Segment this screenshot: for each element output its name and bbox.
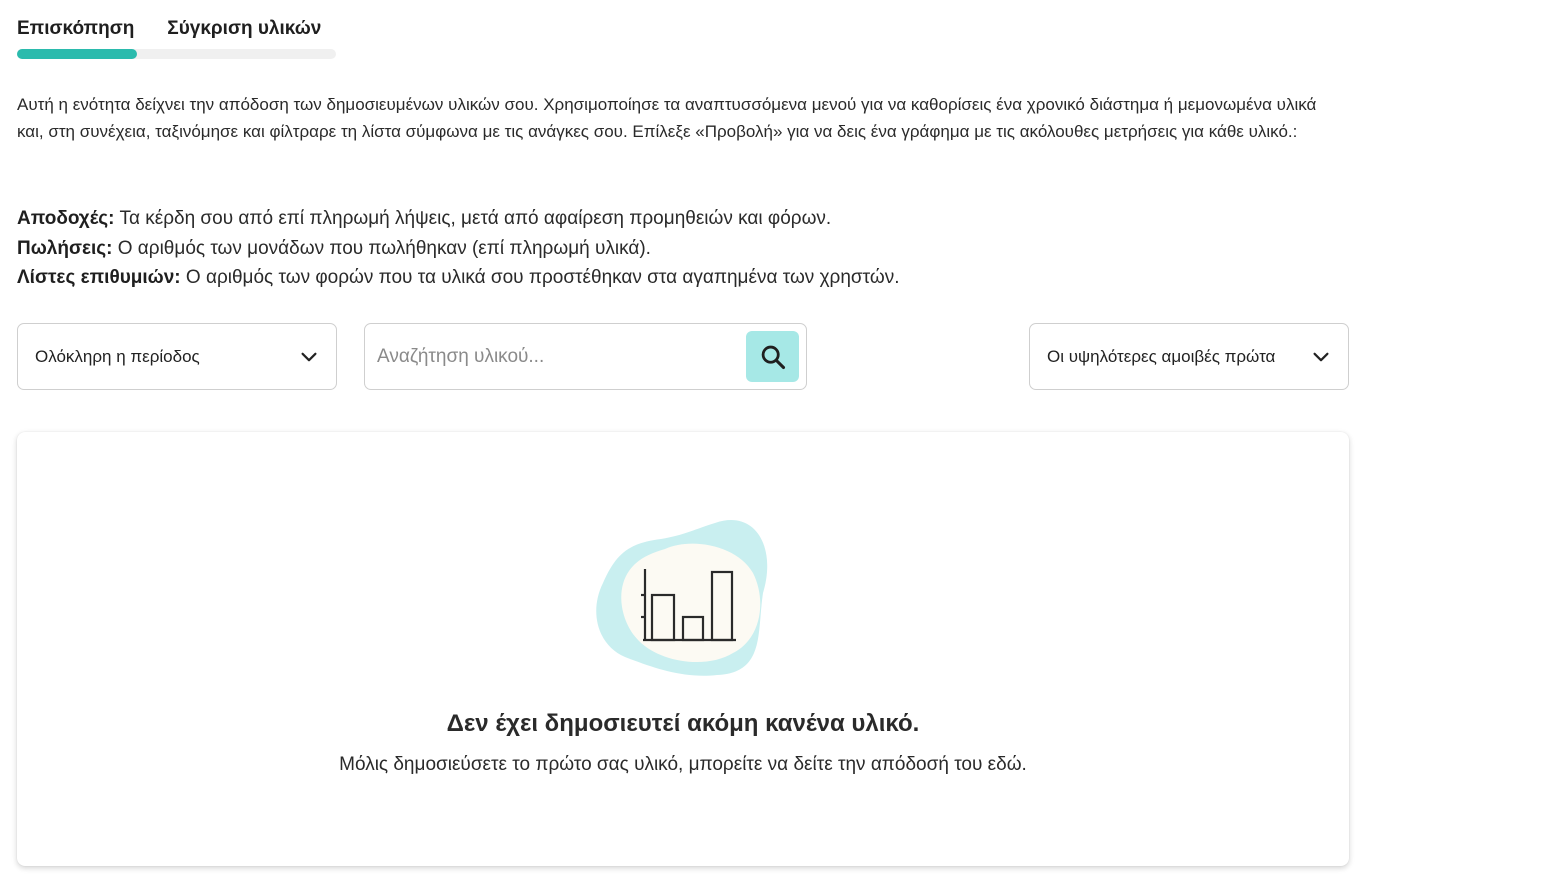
tab-overview[interactable]: Επισκόπηση [17, 18, 135, 39]
metric-earnings [17, 204, 900, 234]
metric-sales [17, 234, 900, 264]
bar-chart-illustration-icon [595, 515, 771, 681]
active-tab-indicator [17, 49, 137, 59]
metric-label: Λίστες επιθυμιών: [17, 267, 181, 288]
metric-wishlists [17, 263, 900, 293]
sort-select[interactable] [1029, 323, 1349, 390]
metric-label: Πωλήσεις: [17, 237, 113, 259]
chevron-down-icon [298, 346, 320, 368]
tab-bar [17, 16, 321, 42]
intro-text: Αυτή η ενότητα δείχνει την απόδοση των δημοσιευμένων υλικών σου. Χρησιμοποίησε τα αναπτυσσόμενα μενού για να καθορίσεις ένα χρονικό διάστημα ή μεμονωμένα υλικά και, στη συνέχεια, ταξινόμησε και φίλτραρε τη λίστα σύμφωνα με τις ανάγκες σου. Επίλεξε «Προβολή» για να δεις ένα γράφημα με τις ακόλουθες μετρήσεις για κάθε υλικό.: [17, 95, 1317, 141]
period-select-value: Ολόκληρη η περίοδος [35, 346, 200, 366]
search-box [364, 323, 807, 390]
period-select[interactable] [17, 323, 337, 390]
metric-description: Τα κέρδη σου από επί πληρωμή λήψεις, μετά από αφαίρεση προμηθειών και φόρων. [114, 208, 832, 229]
search-icon [759, 343, 787, 371]
metric-label: Αποδοχές: [17, 208, 115, 229]
search-button[interactable] [746, 331, 799, 382]
metrics-definitions [17, 204, 900, 293]
empty-state-subtitle: Μόλις δημοσιεύσετε το πρώτο σας υλικό, μπορείτε να δείτε την απόδοσή του εδώ. [339, 754, 1027, 775]
empty-state-title: Δεν έχει δημοσιευτεί ακόμη κανένα υλικό. [446, 710, 920, 737]
sort-select-value: Οι υψηλότερες αμοιβές πρώτα [1047, 346, 1276, 366]
metric-description: Ο αριθμός των φορών που τα υλικά σου προστέθηκαν στα αγαπημένα των χρηστών. [180, 267, 900, 288]
search-input[interactable] [377, 346, 746, 368]
tab-compare-materials[interactable]: Σύγκριση υλικών [167, 18, 322, 39]
metric-description: Ο αριθμός των μονάδων που πωλήθηκαν (επί πληρωμή υλικά). [112, 237, 651, 259]
chevron-down-icon [1310, 346, 1332, 368]
empty-state-card [17, 432, 1349, 866]
